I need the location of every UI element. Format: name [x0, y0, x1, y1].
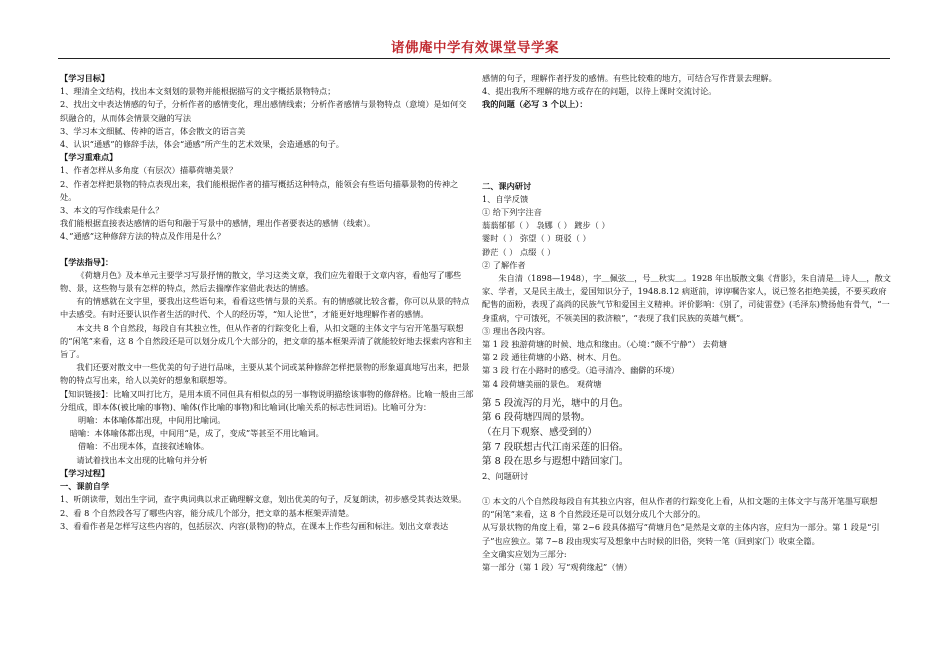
- right-paragraph-29: 第一部分（第 1 段）写“观荷缘起”（情）: [482, 562, 632, 573]
- right-paragraph-27: 从写景状物的角度上看，第 2~6 段具体描写“荷塘月色”是然是文章的主体内容，应归为一部分。第 1 段是“引子”也应独立。第 7~8 段由现实写及想象中古时候的旧俗，突转一笔（回到家门）收束全篇。: [482, 522, 880, 546]
- right-paragraph-5: 二、课内研讨: [482, 180, 532, 191]
- left-paragraph-7: 2、作者怎样把景物的特点表现出来，我们能根据作者的描写概括这种特点，能领会有些语句描摹景物的传神之处。: [60, 178, 459, 202]
- right-paragraph-15: 第 2 段 通往荷塘的小路、树木、月色。: [482, 352, 627, 363]
- right-paragraph-16: 第 3 段 行在小路时的感受。（追寻清冷、幽僻的环境）: [482, 365, 680, 376]
- right-paragraph-4: [482, 146, 892, 180]
- left-paragraph-24: 1、听朗读带，划出生字词，查字典词典以求正确理解文意，划出优美的句子，反复朗读，初步感受其表达效果。: [60, 494, 467, 505]
- right-paragraph-11: ② 了解作者: [482, 259, 526, 270]
- left-paragraph-14: 有的情感就在文字里，要我出这些语句来，看看这些情与景的关系。有的情感就比较含蓄，你可以从景的特点中去感受。有时还要认识作者生活的时代、个人的经历等，“知人论世”，才能更好地理解作者的感情。: [60, 296, 470, 320]
- right-paragraph-1: 4、提出我所不理解的地方或存在的问题，以待上课时交流讨论。: [482, 86, 717, 97]
- right-paragraph-25: [482, 483, 892, 495]
- left-paragraph-19: 暗喻：本体喻体都出现，中间用“是，成了，变成”等甚至不用比喻词。: [69, 428, 324, 439]
- left-paragraph-23: 一、课前自学: [60, 481, 110, 492]
- left-paragraph-20: 借喻：不出现本体，直接叙述喻体。: [78, 441, 210, 452]
- left-paragraph-1: 1、理清全文结构，找出本文刻划的景物并能根据描写的文字概括景物特点；: [60, 86, 336, 97]
- right-paragraph-8: 蓊蓊郁郁（ ） 袅娜（ ） 踱步（ ）: [482, 220, 610, 231]
- left-paragraph-0: 【学习目标】: [60, 73, 110, 83]
- right-paragraph-0: 感情的句子，理解作者抒发的感情。有些比较难的地方，可结合写作背景去理解。: [482, 73, 777, 83]
- left-column: [60, 72, 474, 533]
- left-paragraph-16: 我们还要对散文中一些优美的句子进行品味，主要从某个词或某种修辞怎样把景物的形象逼真地写出来，把景物的特点写出来，给人以美好的想象和联想等。: [60, 362, 470, 386]
- left-paragraph-17: 【知识链接】：比喻又叫打比方，是用本质不同但具有相似点的另一事物说明描绘该事物的修辞格。比喻一般由三部分组成，即本体(被比喻的事物)、喻体(作比喻的事物)和比喻词(比喻关系的标志性词语)。比喻可分为：: [60, 388, 474, 412]
- left-paragraph-8: 3、本文的写作线索是什么？: [60, 205, 164, 216]
- left-paragraph-9: 我们能根据直接表达感情的语句和融于写景中的感情，理出作者要表达的感情（线索）。: [60, 218, 376, 229]
- left-paragraph-3: 3、学习本文细腻、传神的语言，体会散文的语言美: [60, 125, 246, 136]
- right-paragraph-23: 第 8 段在思乡与遐想中踏回家门。: [482, 456, 629, 468]
- left-paragraph-11: [60, 244, 474, 256]
- right-paragraph-24: 2、问题研讨: [482, 470, 529, 481]
- right-paragraph-28: 全文确实应划为三部分:: [482, 548, 567, 559]
- page-title: 诸佛庵中学有效课堂导学案: [391, 40, 559, 56]
- right-paragraph-6: 1、自学反馈: [482, 193, 529, 204]
- right-paragraph-3: [482, 112, 892, 146]
- right-paragraph-13: ③ 理出各段内容。: [482, 325, 551, 336]
- right-paragraph-19: 第 5 段流泻的月光，塘中的月色。: [482, 397, 629, 409]
- left-paragraph-12: 【学法指导】：: [60, 256, 114, 267]
- right-paragraph-14: 第 1 段 独游荷塘的时候、地点和缘由。（心境：”颇不宁静”） 去荷塘: [482, 339, 728, 350]
- left-paragraph-10: 4、”通感”这种修辞方法的特点及作用是什么？: [60, 231, 226, 242]
- left-paragraph-5: 【学习重难点】: [60, 152, 118, 163]
- right-paragraph-20: 第 6 段荷塘四周的景物。: [482, 412, 591, 424]
- right-paragraph-21: （在月下观察、感受到的）: [482, 427, 598, 439]
- left-paragraph-21: 请试着找出本文出现的比喻句并分析: [76, 454, 208, 465]
- left-paragraph-15: 本文共 8 个自然段，每段自有其独立性，但从作者的行踪变化上看，从扣文题的主体文字与宕开笔墨写联想的“闲笔”来看，这 8 个自然段还是可以划分成几个大部分的，把文章的基本框架弄清了就能较好地去探索内容和主旨了。: [60, 322, 472, 360]
- left-paragraph-4: 4、认识“通感”的修辞手法，体会“通感”所产生的艺术效果，会造通感的句子。: [60, 139, 344, 150]
- right-paragraph-17: 第 4 段荷塘美丽的景色。 观荷塘: [482, 378, 602, 389]
- left-paragraph-6: 1、作者怎样从多角度（有层次）描摹荷塘美景？: [60, 165, 238, 176]
- left-paragraph-22: 【学习过程】: [60, 467, 110, 478]
- title-rule: [58, 58, 890, 59]
- left-paragraph-2: 2、找出文中表达情感的句子，分析作者的感情变化，理出感情线索；分析作者感情与景物特点（意境）是如何交织融合的，从而体会情景交融的写法: [60, 99, 467, 123]
- left-paragraph-26: 3、看看作者是怎样写这些内容的，包括层次、内容(景物)的特点，在课本上作些勾画和标注。划出文章表达: [60, 520, 449, 531]
- right-paragraph-26: ① 本文的八个自然段每段自有其独立内容，但从作者的行踪变化上看，从扣文题的主体文字与荡开笔墨写联想的“闲笔”来看，这 8 个自然段还是可以划分成几个大部分的。: [482, 496, 878, 520]
- left-paragraph-25: 2、看 8 个自然段各写了哪些内容，能分成几个部分，把文章的基本框架弄清楚。: [60, 507, 354, 518]
- right-paragraph-2: 我的问题（必写 3 个以上）：: [482, 99, 588, 110]
- right-paragraph-22: 第 7 段联想古代江南采莲的旧俗。: [482, 441, 629, 453]
- left-paragraph-18: 明喻：本体喻体都出现，中间用比喻词。: [78, 415, 226, 426]
- right-paragraph-7: ① 给下列字注音: [482, 207, 542, 218]
- left-paragraph-13: 《荷塘月色》及本单元主要学习写景抒情的散文，学习这类文章，我们应先着眼于文章内容，看他写了哪些物、景，这些物与景有怎样的特点，然后去揣摩作家借此表达的情感。: [60, 269, 462, 294]
- right-paragraph-10: 渺茫（ ） 点缀（ ）: [482, 246, 556, 257]
- right-paragraph-12: 朱自清（1898—1948），字＿佩弦＿，号＿秋实＿。1928 年出版散文集《背影》，朱自清是＿诗人＿，散文家、学者，又是民主战士，爱国知识分子，1948.8.12 病逝前，谆谆嘱告家人，说已签名拒绝美援，不要买政府配售的面粉，表现了高尚的民族气节和爱国主义精神。评价影响：《别了，司徒雷登》(毛泽东)赞扬他有骨气，“一身重病，宁可饿死，不领美国的救济粮”，“表现了我们民族的英雄气概”。: [482, 273, 891, 323]
- right-paragraph-9: 霎时（ ） 弥望（ ）斑驳（ ）: [482, 233, 591, 244]
- right-column: [482, 72, 892, 574]
